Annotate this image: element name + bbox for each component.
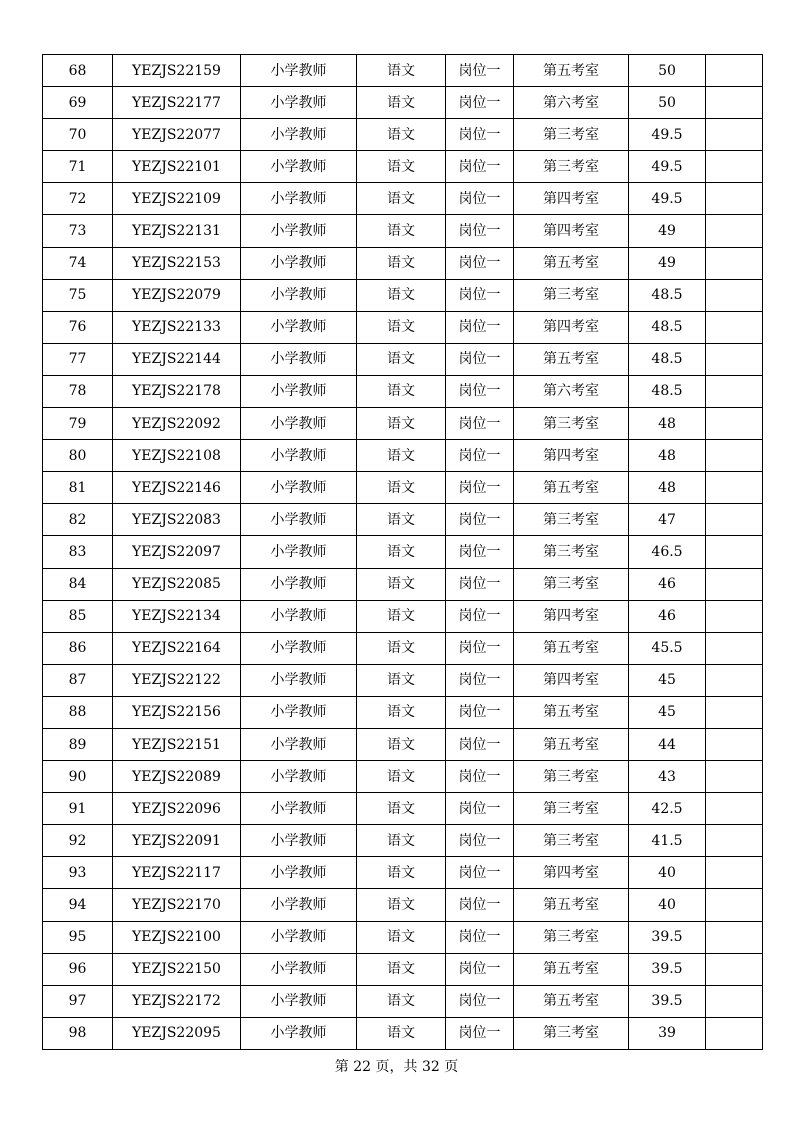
- page-footer: [0, 1056, 793, 1076]
- exam-id-cell: YEZJS22083: [113, 504, 241, 536]
- table-row: [43, 440, 763, 472]
- seq-cell: 71: [43, 151, 113, 183]
- exam-id-cell: YEZJS22085: [113, 568, 241, 600]
- exam-id-cell: YEZJS22108: [113, 440, 241, 472]
- subject-cell: 语文: [357, 87, 446, 119]
- seq-cell: 83: [43, 536, 113, 568]
- note-cell: [706, 728, 763, 760]
- seq-cell: 70: [43, 119, 113, 151]
- score-cell: 46: [629, 600, 706, 632]
- seq-cell: 68: [43, 55, 113, 87]
- note-cell: [706, 343, 763, 375]
- note-cell: [706, 568, 763, 600]
- exam-id-cell: YEZJS22095: [113, 1017, 241, 1049]
- seq-cell: 72: [43, 183, 113, 215]
- seq-cell: 98: [43, 1017, 113, 1049]
- table-row: [43, 664, 763, 696]
- note-cell: [706, 793, 763, 825]
- category-cell: 小学教师: [241, 343, 357, 375]
- note-cell: [706, 536, 763, 568]
- note-cell: [706, 87, 763, 119]
- exam-id-cell: YEZJS22089: [113, 761, 241, 793]
- exam-id-cell: YEZJS22164: [113, 632, 241, 664]
- note-cell: [706, 247, 763, 279]
- subject-cell: 语文: [357, 985, 446, 1017]
- exam-id-cell: YEZJS22117: [113, 857, 241, 889]
- table-row: [43, 728, 763, 760]
- room-cell: 第四考室: [514, 857, 629, 889]
- position-cell: 岗位一: [446, 632, 514, 664]
- note-cell: [706, 472, 763, 504]
- category-cell: 小学教师: [241, 375, 357, 407]
- category-cell: 小学教师: [241, 183, 357, 215]
- exam-id-cell: YEZJS22077: [113, 119, 241, 151]
- category-cell: 小学教师: [241, 600, 357, 632]
- category-cell: 小学教师: [241, 55, 357, 87]
- seq-cell: 84: [43, 568, 113, 600]
- score-cell: 49.5: [629, 183, 706, 215]
- position-cell: 岗位一: [446, 440, 514, 472]
- note-cell: [706, 440, 763, 472]
- table-row: [43, 343, 763, 375]
- subject-cell: 语文: [357, 311, 446, 343]
- note-cell: [706, 857, 763, 889]
- note-cell: [706, 311, 763, 343]
- room-cell: 第三考室: [514, 793, 629, 825]
- subject-cell: 语文: [357, 632, 446, 664]
- score-cell: 48: [629, 472, 706, 504]
- seq-cell: 93: [43, 857, 113, 889]
- score-cell: 45.5: [629, 632, 706, 664]
- seq-cell: 80: [43, 440, 113, 472]
- category-cell: 小学教师: [241, 311, 357, 343]
- note-cell: [706, 985, 763, 1017]
- table-row: [43, 375, 763, 407]
- exam-id-cell: YEZJS22134: [113, 600, 241, 632]
- position-cell: 岗位一: [446, 119, 514, 151]
- category-cell: 小学教师: [241, 921, 357, 953]
- position-cell: 岗位一: [446, 504, 514, 536]
- seq-cell: 69: [43, 87, 113, 119]
- footer-prefix: 第: [334, 1059, 349, 1075]
- position-cell: 岗位一: [446, 1017, 514, 1049]
- score-cell: 39: [629, 1017, 706, 1049]
- position-cell: 岗位一: [446, 953, 514, 985]
- room-cell: 第三考室: [514, 761, 629, 793]
- note-cell: [706, 119, 763, 151]
- exam-id-cell: YEZJS22150: [113, 953, 241, 985]
- room-cell: 第五考室: [514, 953, 629, 985]
- table-row: [43, 953, 763, 985]
- score-cell: 48: [629, 408, 706, 440]
- room-cell: 第三考室: [514, 1017, 629, 1049]
- note-cell: [706, 889, 763, 921]
- subject-cell: 语文: [357, 600, 446, 632]
- subject-cell: 语文: [357, 504, 446, 536]
- seq-cell: 74: [43, 247, 113, 279]
- position-cell: 岗位一: [446, 857, 514, 889]
- category-cell: 小学教师: [241, 953, 357, 985]
- exam-id-cell: YEZJS22097: [113, 536, 241, 568]
- position-cell: 岗位一: [446, 568, 514, 600]
- room-cell: 第三考室: [514, 408, 629, 440]
- score-cell: 50: [629, 55, 706, 87]
- note-cell: [706, 600, 763, 632]
- score-cell: 43: [629, 761, 706, 793]
- note-cell: [706, 825, 763, 857]
- subject-cell: 语文: [357, 536, 446, 568]
- category-cell: 小学教师: [241, 472, 357, 504]
- category-cell: 小学教师: [241, 889, 357, 921]
- position-cell: 岗位一: [446, 279, 514, 311]
- score-cell: 42.5: [629, 793, 706, 825]
- room-cell: 第三考室: [514, 825, 629, 857]
- footer-total-pages: 32: [421, 1059, 440, 1075]
- exam-id-cell: YEZJS22079: [113, 279, 241, 311]
- position-cell: 岗位一: [446, 728, 514, 760]
- subject-cell: 语文: [357, 408, 446, 440]
- subject-cell: 语文: [357, 793, 446, 825]
- position-cell: 岗位一: [446, 985, 514, 1017]
- position-cell: 岗位一: [446, 311, 514, 343]
- category-cell: 小学教师: [241, 568, 357, 600]
- table-row: [43, 921, 763, 953]
- table-row: [43, 215, 763, 247]
- subject-cell: 语文: [357, 953, 446, 985]
- score-cell: 46: [629, 568, 706, 600]
- score-cell: 44: [629, 728, 706, 760]
- table-row: [43, 472, 763, 504]
- position-cell: 岗位一: [446, 215, 514, 247]
- exam-id-cell: YEZJS22133: [113, 311, 241, 343]
- score-cell: 45: [629, 664, 706, 696]
- subject-cell: 语文: [357, 1017, 446, 1049]
- table-row: [43, 279, 763, 311]
- note-cell: [706, 504, 763, 536]
- table-row: [43, 600, 763, 632]
- category-cell: 小学教师: [241, 825, 357, 857]
- note-cell: [706, 279, 763, 311]
- seq-cell: 97: [43, 985, 113, 1017]
- table-row: [43, 536, 763, 568]
- exam-id-cell: YEZJS22146: [113, 472, 241, 504]
- seq-cell: 77: [43, 343, 113, 375]
- score-cell: 48.5: [629, 311, 706, 343]
- score-cell: 39.5: [629, 921, 706, 953]
- room-cell: 第三考室: [514, 119, 629, 151]
- score-cell: 48.5: [629, 343, 706, 375]
- position-cell: 岗位一: [446, 793, 514, 825]
- category-cell: 小学教师: [241, 119, 357, 151]
- seq-cell: 90: [43, 761, 113, 793]
- room-cell: 第三考室: [514, 568, 629, 600]
- subject-cell: 语文: [357, 825, 446, 857]
- table-row: [43, 696, 763, 728]
- seq-cell: 85: [43, 600, 113, 632]
- room-cell: 第三考室: [514, 921, 629, 953]
- exam-id-cell: YEZJS22092: [113, 408, 241, 440]
- score-cell: 41.5: [629, 825, 706, 857]
- category-cell: 小学教师: [241, 664, 357, 696]
- subject-cell: 语文: [357, 696, 446, 728]
- table-row: [43, 889, 763, 921]
- table-row: [43, 151, 763, 183]
- position-cell: 岗位一: [446, 343, 514, 375]
- exam-id-cell: YEZJS22109: [113, 183, 241, 215]
- score-table: [42, 54, 763, 1050]
- exam-id-cell: YEZJS22156: [113, 696, 241, 728]
- exam-id-cell: YEZJS22100: [113, 921, 241, 953]
- score-cell: 46.5: [629, 536, 706, 568]
- position-cell: 岗位一: [446, 55, 514, 87]
- score-cell: 49.5: [629, 119, 706, 151]
- category-cell: 小学教师: [241, 215, 357, 247]
- position-cell: 岗位一: [446, 664, 514, 696]
- room-cell: 第四考室: [514, 215, 629, 247]
- note-cell: [706, 761, 763, 793]
- note-cell: [706, 183, 763, 215]
- category-cell: 小学教师: [241, 985, 357, 1017]
- subject-cell: 语文: [357, 279, 446, 311]
- table-row: [43, 408, 763, 440]
- subject-cell: 语文: [357, 343, 446, 375]
- seq-cell: 89: [43, 728, 113, 760]
- seq-cell: 94: [43, 889, 113, 921]
- score-cell: 47: [629, 504, 706, 536]
- subject-cell: 语文: [357, 183, 446, 215]
- exam-id-cell: YEZJS22101: [113, 151, 241, 183]
- note-cell: [706, 953, 763, 985]
- exam-id-cell: YEZJS22159: [113, 55, 241, 87]
- position-cell: 岗位一: [446, 375, 514, 407]
- subject-cell: 语文: [357, 215, 446, 247]
- subject-cell: 语文: [357, 375, 446, 407]
- category-cell: 小学教师: [241, 536, 357, 568]
- footer-suffix: 页: [444, 1059, 459, 1075]
- category-cell: 小学教师: [241, 504, 357, 536]
- subject-cell: 语文: [357, 472, 446, 504]
- exam-id-cell: YEZJS22091: [113, 825, 241, 857]
- exam-id-cell: YEZJS22096: [113, 793, 241, 825]
- room-cell: 第六考室: [514, 375, 629, 407]
- table-row: [43, 311, 763, 343]
- subject-cell: 语文: [357, 247, 446, 279]
- room-cell: 第五考室: [514, 343, 629, 375]
- note-cell: [706, 1017, 763, 1049]
- position-cell: 岗位一: [446, 183, 514, 215]
- table-row: [43, 825, 763, 857]
- table-row: [43, 761, 763, 793]
- subject-cell: 语文: [357, 55, 446, 87]
- table-body: [43, 55, 763, 1050]
- seq-cell: 87: [43, 664, 113, 696]
- room-cell: 第五考室: [514, 247, 629, 279]
- exam-id-cell: YEZJS22151: [113, 728, 241, 760]
- table-row: [43, 1017, 763, 1049]
- room-cell: 第四考室: [514, 440, 629, 472]
- exam-id-cell: YEZJS22170: [113, 889, 241, 921]
- exam-id-cell: YEZJS22122: [113, 664, 241, 696]
- position-cell: 岗位一: [446, 921, 514, 953]
- seq-cell: 95: [43, 921, 113, 953]
- footer-current-page: 22: [353, 1059, 372, 1075]
- position-cell: 岗位一: [446, 472, 514, 504]
- room-cell: 第五考室: [514, 632, 629, 664]
- footer-middle: 页，共: [375, 1059, 418, 1075]
- seq-cell: 75: [43, 279, 113, 311]
- table-row: [43, 247, 763, 279]
- category-cell: 小学教师: [241, 1017, 357, 1049]
- category-cell: 小学教师: [241, 279, 357, 311]
- exam-id-cell: YEZJS22153: [113, 247, 241, 279]
- room-cell: 第五考室: [514, 696, 629, 728]
- room-cell: 第四考室: [514, 600, 629, 632]
- score-cell: 48.5: [629, 375, 706, 407]
- exam-id-cell: YEZJS22178: [113, 375, 241, 407]
- room-cell: 第五考室: [514, 472, 629, 504]
- category-cell: 小学教师: [241, 696, 357, 728]
- score-cell: 48: [629, 440, 706, 472]
- score-cell: 49.5: [629, 151, 706, 183]
- note-cell: [706, 375, 763, 407]
- exam-id-cell: YEZJS22144: [113, 343, 241, 375]
- subject-cell: 语文: [357, 921, 446, 953]
- room-cell: 第三考室: [514, 151, 629, 183]
- exam-id-cell: YEZJS22131: [113, 215, 241, 247]
- table-row: [43, 504, 763, 536]
- room-cell: 第五考室: [514, 985, 629, 1017]
- category-cell: 小学教师: [241, 793, 357, 825]
- note-cell: [706, 55, 763, 87]
- position-cell: 岗位一: [446, 889, 514, 921]
- note-cell: [706, 696, 763, 728]
- seq-cell: 78: [43, 375, 113, 407]
- note-cell: [706, 664, 763, 696]
- room-cell: 第三考室: [514, 279, 629, 311]
- table-row: [43, 55, 763, 87]
- table-row: [43, 857, 763, 889]
- category-cell: 小学教师: [241, 151, 357, 183]
- position-cell: 岗位一: [446, 247, 514, 279]
- subject-cell: 语文: [357, 664, 446, 696]
- score-cell: 49: [629, 247, 706, 279]
- category-cell: 小学教师: [241, 87, 357, 119]
- table-row: [43, 793, 763, 825]
- table-row: [43, 183, 763, 215]
- room-cell: 第四考室: [514, 664, 629, 696]
- subject-cell: 语文: [357, 119, 446, 151]
- score-cell: 40: [629, 889, 706, 921]
- position-cell: 岗位一: [446, 761, 514, 793]
- position-cell: 岗位一: [446, 600, 514, 632]
- category-cell: 小学教师: [241, 728, 357, 760]
- subject-cell: 语文: [357, 889, 446, 921]
- score-cell: 50: [629, 87, 706, 119]
- seq-cell: 79: [43, 408, 113, 440]
- category-cell: 小学教师: [241, 857, 357, 889]
- seq-cell: 76: [43, 311, 113, 343]
- table-row: [43, 568, 763, 600]
- category-cell: 小学教师: [241, 408, 357, 440]
- seq-cell: 92: [43, 825, 113, 857]
- category-cell: 小学教师: [241, 632, 357, 664]
- exam-id-cell: YEZJS22172: [113, 985, 241, 1017]
- category-cell: 小学教师: [241, 247, 357, 279]
- seq-cell: 73: [43, 215, 113, 247]
- subject-cell: 语文: [357, 440, 446, 472]
- seq-cell: 82: [43, 504, 113, 536]
- room-cell: 第三考室: [514, 536, 629, 568]
- room-cell: 第五考室: [514, 728, 629, 760]
- note-cell: [706, 151, 763, 183]
- room-cell: 第五考室: [514, 55, 629, 87]
- subject-cell: 语文: [357, 728, 446, 760]
- exam-id-cell: YEZJS22177: [113, 87, 241, 119]
- note-cell: [706, 215, 763, 247]
- position-cell: 岗位一: [446, 151, 514, 183]
- seq-cell: 81: [43, 472, 113, 504]
- table-row: [43, 632, 763, 664]
- seq-cell: 86: [43, 632, 113, 664]
- room-cell: 第五考室: [514, 889, 629, 921]
- score-cell: 48.5: [629, 279, 706, 311]
- note-cell: [706, 921, 763, 953]
- note-cell: [706, 632, 763, 664]
- position-cell: 岗位一: [446, 536, 514, 568]
- seq-cell: 91: [43, 793, 113, 825]
- position-cell: 岗位一: [446, 696, 514, 728]
- score-cell: 45: [629, 696, 706, 728]
- table-row: [43, 87, 763, 119]
- category-cell: 小学教师: [241, 761, 357, 793]
- position-cell: 岗位一: [446, 825, 514, 857]
- score-cell: 40: [629, 857, 706, 889]
- seq-cell: 88: [43, 696, 113, 728]
- category-cell: 小学教师: [241, 440, 357, 472]
- room-cell: 第三考室: [514, 504, 629, 536]
- score-cell: 39.5: [629, 953, 706, 985]
- seq-cell: 96: [43, 953, 113, 985]
- subject-cell: 语文: [357, 568, 446, 600]
- position-cell: 岗位一: [446, 87, 514, 119]
- room-cell: 第六考室: [514, 87, 629, 119]
- table-row: [43, 985, 763, 1017]
- room-cell: 第四考室: [514, 183, 629, 215]
- score-cell: 49: [629, 215, 706, 247]
- position-cell: 岗位一: [446, 408, 514, 440]
- table-row: [43, 119, 763, 151]
- score-cell: 39.5: [629, 985, 706, 1017]
- subject-cell: 语文: [357, 761, 446, 793]
- note-cell: [706, 408, 763, 440]
- subject-cell: 语文: [357, 151, 446, 183]
- room-cell: 第四考室: [514, 311, 629, 343]
- subject-cell: 语文: [357, 857, 446, 889]
